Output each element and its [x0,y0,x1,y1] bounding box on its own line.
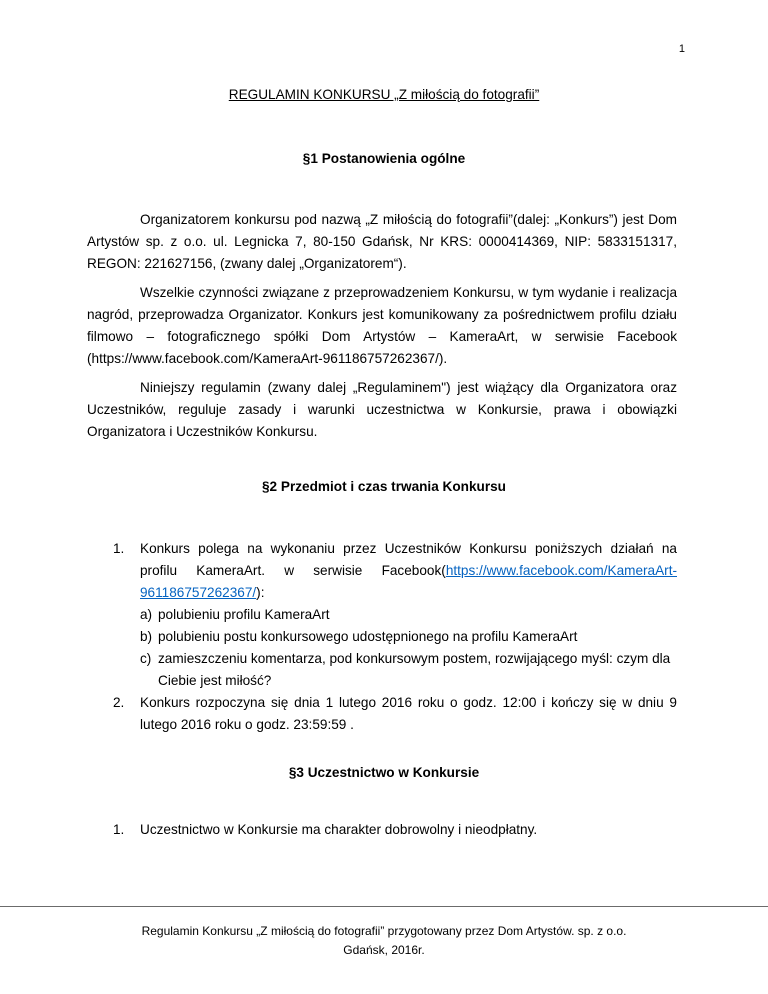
sub-list-item [140,626,677,648]
section-2-list [87,538,677,736]
list-item-text-end: ): [256,585,265,600]
list-item [87,819,677,841]
facebook-profile-link[interactable]: https://www.facebook.com/KameraArt-961186757262367/ [140,563,677,600]
section-1-heading: §1 Postanowienia ogólne [302,151,466,166]
footer-line-2: Gdańsk, 2016r. [343,943,425,957]
section-1-paragraph-3: Niniejszy regulamin (zwany dalej „Regulaminem") jest wiążący dla Organizatora oraz Uczestników, reguluje zasady i warunki uczestnictwa w Konkursie, prawa i obowiązki Organizatora i Uczestników Konkursu. [87,380,677,439]
sub-list-item-letter: c) [140,651,152,666]
footer-divider [0,906,768,907]
list-item-text: Konkurs polega na wykonaniu przez Uczestników Konkursu poniższych działań na profilu KameraArt. w serwisie Facebook( [140,541,677,578]
footer [0,922,768,960]
sub-list-item [140,648,677,692]
page-number: 1 [678,43,685,55]
sub-list [140,604,677,692]
list-item-text: Uczestnictwo w Konkursie ma charakter dobrowolny i nieodpłatny. [140,822,538,837]
list-item [87,692,677,736]
list-item-number: 2. [113,695,125,710]
footer-line-1: Regulamin Konkursu „Z miłością do fotografii” przygotowany przez Dom Artystów. sp. z o.o. [141,924,627,938]
section-3-list [87,819,677,841]
list-item-text: Konkurs rozpoczyna się dnia 1 lutego 2016 roku o godz. 12:00 i kończy się w dniu 9 lutego 2016 roku o godz. 23:59:59 . [140,695,677,732]
section-2-heading: §2 Przedmiot i czas trwania Konkursu [261,479,506,494]
document-title: REGULAMIN KONKURSU „Z miłością do fotografii” [228,87,540,102]
section-1-paragraph-2: Wszelkie czynności związane z przeprowadzeniem Konkursu, w tym wydanie i realizacja nagród, przeprowadza Organizator. Konkurs jest komunikowany za pośrednictwem profilu działu filmowo – fotograficznego spółki Dom Artystów – KameraArt, w serwisie Facebook (https://www.facebook.com/KameraArt-961186757262367/). [87,285,677,366]
list-item-number: 1. [113,541,125,556]
list-item [87,538,677,692]
sub-list-item-letter: b) [140,629,153,644]
sub-list-item-text: zamieszczeniu komentarza, pod konkursowym postem, rozwijającego myśl: czym dla Ciebie jest miłość? [158,651,671,688]
list-item-number: 1. [113,822,125,837]
section-1-paragraph-1: Organizatorem konkursu pod nazwą „Z miłością do fotografii”(dalej: „Konkurs”) jest Dom Artystów sp. z o.o. ul. Legnicka 7, 80-150 Gdańsk, Nr KRS: 0000414369, NIP: 5833151317, REGON: 221627156, (zwany dalej „Organizatorem“). [87,212,677,271]
sub-list-item-letter: a) [140,607,153,622]
sub-list-item-text: polubieniu postu konkursowego udostępnionego na profilu KameraArt [158,629,578,644]
sub-list-item-text: polubieniu profilu KameraArt [158,607,330,622]
section-3-heading: §3 Uczestnictwo w Konkursie [288,765,480,780]
sub-list-item [140,604,677,626]
